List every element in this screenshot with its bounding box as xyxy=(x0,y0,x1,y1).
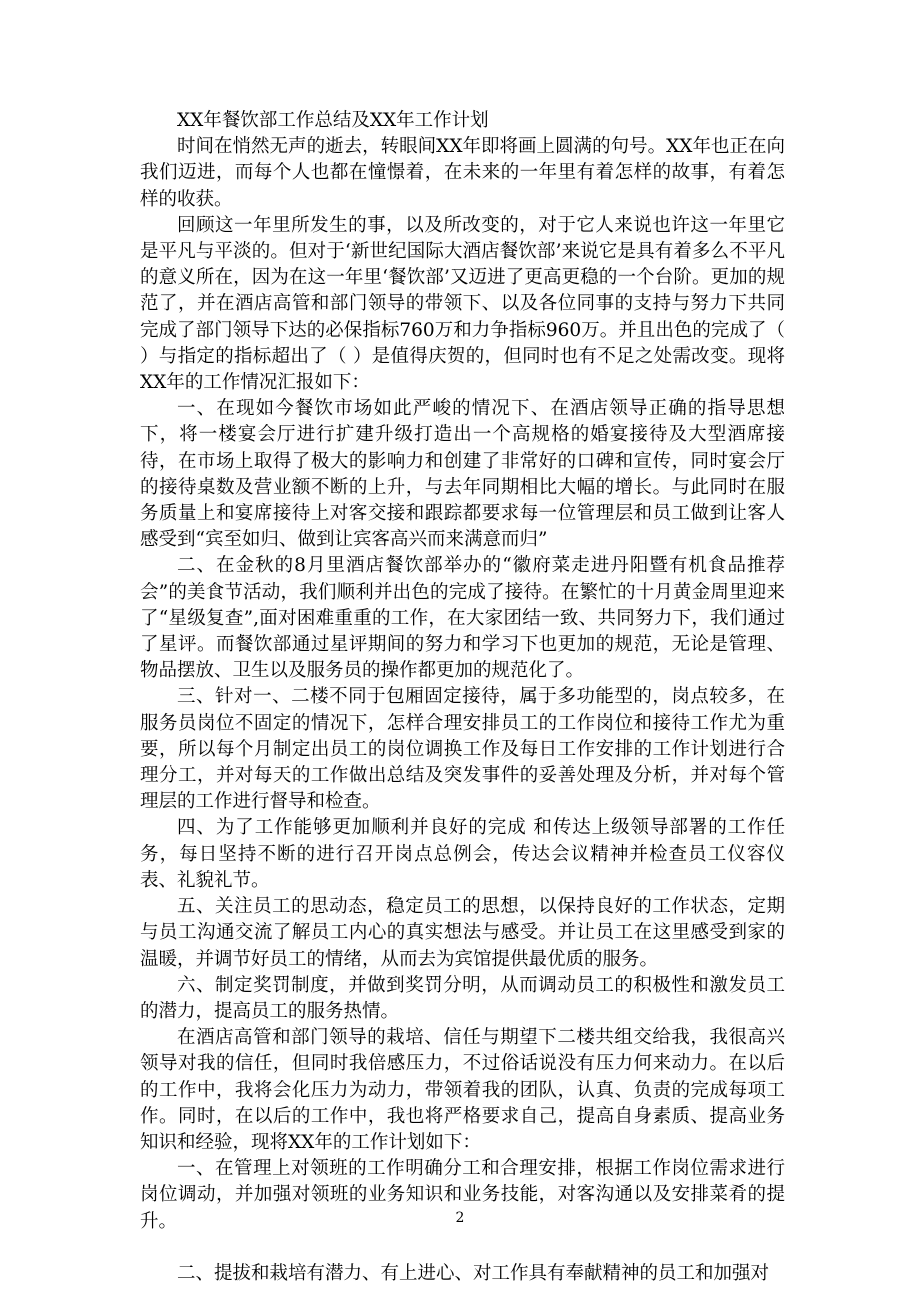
paragraph-item-1: 一、在现如今餐饮市场如此严峻的情况下、在酒店领导正确的指导思想下，将一楼宴会厅进行扩建升级打造出一个高规格的婚宴接待及大型酒席接待，在市场上取得了极大的影响力和创建了非常好的口碑和宣传，同时宴会厅的接待桌数及营业额不断的上升，与去年同期相比大幅的增长。与此同时在服务质量上和宴席接待上对客交接和跟踪都要求每一位管理层和员工做到让客人感受到“宾至如归、做到让宾客高兴而来满意而归” xyxy=(140,398,785,551)
document-title: XX年餐饮部工作总结及XX年工作计划 xyxy=(177,110,489,131)
paragraph-spacer xyxy=(140,1235,785,1261)
paragraph-review: 回顾这一年里所发生的事，以及所改变的，对于它人来说也许这一年里它是平凡与平淡的。但对于‘新世纪国际大酒店餐饮部’来说它是具有着多么不平凡的意义所在，因为在这一年里‘餐饮部’又迈进了更高更稳的一个台阶。更加的规范了，并在酒店高管和部门领导的带领下、以及各位同事的支持与努力下共同完成了部门领导下达的必保指标760万和力争指标960万。并且出色的完成了（ ）与指定的指标超出了（ ）是值得庆贺的，但同时也有不足之处需改变。现将XX年的工作情况汇报如下： xyxy=(140,214,785,394)
page-number: 2 xyxy=(455,1210,465,1226)
paragraph-item-3: 三、针对一、二楼不同于包厢固定接待，属于多功能型的，岗点较多，在服务员岗位不固定的情况下，怎样合理安排员工的工作岗位和接待工作尤为重要，所以每个月制定出员工的岗位调换工作及每日工作安排的工作计划进行合理分工，并对每天的工作做出总结及突发事件的妥善处理及分析，并对每个管理层的工作进行督导和检查。 xyxy=(140,686,785,813)
document-body xyxy=(140,108,785,1287)
paragraph-plan-intro: 在酒店高管和部门领导的栽培、信任与期望下二楼共组交给我，我很高兴领导对我的信任，但同时我倍感压力，不过俗话说没有压力何来动力。在以后的工作中，我将会化压力为动力，带领着我的团队，认真、负责的完成每项工作。同时，在以后的工作中，我也将严格要求自己，提高自身素质、提高业务知识和经验，现将XX年的工作计划如下： xyxy=(140,1027,785,1153)
paragraph-item-4: 四、为了工作能够更加顺利并良好的完成 和传达上级领导部署的工作任务，每日坚持不断的进行召开岗点总例会，传达会议精神并检查员工仪容仪表、礼貌礼节。 xyxy=(140,817,785,891)
paragraph-item-2: 二、在金秋的8月里酒店餐饮部举办的“徽府菜走进丹阳暨有机食品推荐会”的美食节活动，我们顺利并出色的完成了接待。在繁忙的十月黄金周里迎来了“星级复查”,面对困难重重的工作，在大家团结一致、共同努力下，我们通过了星评。而餐饮部通过星评期间的努力和学习下也更加的规范，无论是管理、物品摆放、卫生以及服务员的操作都更加的规范化了。 xyxy=(140,555,785,682)
paragraph-plan-1: 一、在管理上对领班的工作明确分工和合理安排，根据工作岗位需求进行岗位调动，并加强对领班的业务知识和业务技能，对客沟通以及安排菜肴的提升。 xyxy=(140,1158,785,1232)
paragraph-item-5: 五、关注员工的思动态，稳定员工的思想，以保持良好的工作状态，定期与员工沟通交流了解员工内心的真实想法与感受。并让员工在这里感受到家的温暖，并调节好员工的情绪，从而去为宾馆提供最优质的服务。 xyxy=(140,896,785,970)
paragraph-plan-2: 二、提拔和栽培有潜力、有上进心、对工作具有奉献精神的员工和加强对 xyxy=(177,1262,770,1284)
paragraph-item-6: 六、制定奖罚制度，并做到奖罚分明，从而调动员工的积极性和激发员工的潜力，提高员工的服务热情。 xyxy=(140,974,785,1022)
paragraph-intro: 时间在悄然无声的逝去，转眼间XX年即将画上圆满的句号。XX年也正在向我们迈进，而每个人也都在憧憬着，在未来的一年里有着怎样的故事，有着怎样的收获。 xyxy=(140,136,785,210)
